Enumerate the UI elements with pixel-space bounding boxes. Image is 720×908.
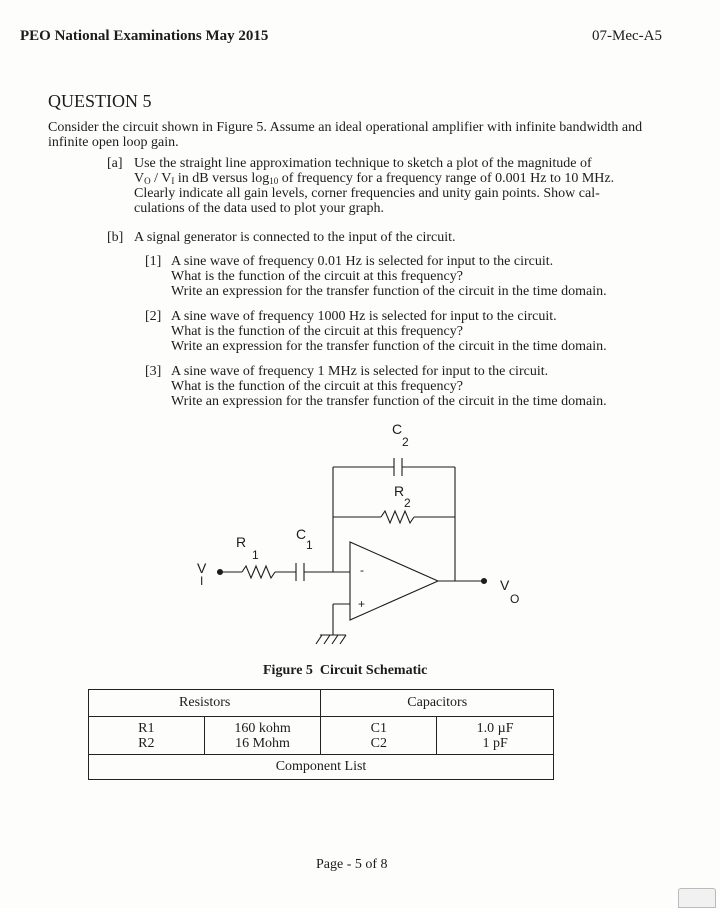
item-3-line-2: What is the function of the circuit at this frequency? [171,379,463,394]
vo-subscript: O [510,592,520,606]
item-2-line-3: Write an expression for the transfer function of the circuit in the time domain. [171,339,607,354]
item-1-line-1: A sine wave of frequency 0.01 Hz is selected for input to the circuit. [171,254,554,269]
c2-label: C [392,421,403,437]
item-1-line-2: What is the function of the circuit at this frequency? [171,269,463,284]
part-a-line-1: Use the straight line approximation technique to sketch a plot of the magnitude of [134,156,592,171]
c1-subscript: 1 [306,538,313,552]
exam-title: PEO National Examinations May 2015 [20,28,269,44]
part-a-line-3: Clearly indicate all gain levels, corner frequencies and unity gain points. Show cal- [134,186,600,201]
c2-name: C2 [370,735,387,751]
r1-value: 160 kohm [234,720,291,736]
c2-value: 1 pF [482,735,508,751]
resistors-header: Resistors [89,690,321,717]
component-table [88,689,554,780]
r2-label: R [394,483,405,499]
r1-resistor [242,566,275,578]
vo-label: V [500,577,510,593]
vi-label: V [197,560,207,576]
item-2-line-2: What is the function of the circuit at this frequency? [171,324,463,339]
item-3-line-1: A sine wave of frequency 1 MHz is selected for input to the circuit. [171,364,549,379]
vo-terminal [482,579,487,584]
item-2-line-1: A sine wave of frequency 1000 Hz is selected for input to the circuit. [171,309,557,324]
circuit-schematic [0,415,720,655]
part-a-marker: [a] [107,156,123,171]
r2-resistor [381,511,414,523]
question-intro: Consider the circuit shown in Figure 5. Assume an ideal operational amplifier with infinite bandwidth and infinite open loop gain. [48,120,643,150]
part-b-marker: [b] [107,230,124,245]
item-3-marker: [3] [145,364,162,379]
item-1-line-3: Write an expression for the transfer function of the circuit in the time domain. [171,284,607,299]
noninverting-sign: + [358,597,366,611]
inverting-sign: - [360,563,364,577]
r2-subscript: 2 [404,496,411,510]
exam-code: 07-Mec-A5 [592,28,662,44]
page-number: Page - 5 of 8 [316,857,388,872]
c1-value: 1.0 µF [476,720,514,736]
part-a-line-2: $V_O / V_I$ in dB versus $\log_{10}$ of frequency for a frequency range of 0.001 Hz to 10 MHz. [134,171,615,186]
capacitors-header: Capacitors [321,690,554,717]
c1-name: C1 [370,720,387,736]
viewer-corner-tab[interactable] [678,888,716,908]
r1-name: R1 [138,720,155,736]
r2-name: R2 [138,735,155,751]
figure-caption: Figure 5 Circuit Schematic [263,663,428,678]
capacitor-values-cell [437,717,554,755]
r2-value: 16 Mohm [235,735,290,751]
c2-subscript: 2 [402,435,409,449]
table-footer: Component List [89,755,554,780]
resistor-names-cell [89,717,205,755]
r1-label: R [236,534,247,550]
r1-subscript: 1 [252,548,259,562]
item-1-marker: [1] [145,254,162,269]
resistor-values-cell [204,717,321,755]
capacitor-names-cell [321,717,437,755]
c1-label: C [296,526,307,542]
part-a-line-4: culations of the data used to plot your graph. [134,201,384,216]
part-b-intro: A signal generator is connected to the input of the circuit. [134,230,456,245]
item-3-line-3: Write an expression for the transfer function of the circuit in the time domain. [171,394,607,409]
item-2-marker: [2] [145,309,162,324]
vi-subscript: I [200,574,204,588]
question-title: QUESTION 5 [48,91,152,111]
